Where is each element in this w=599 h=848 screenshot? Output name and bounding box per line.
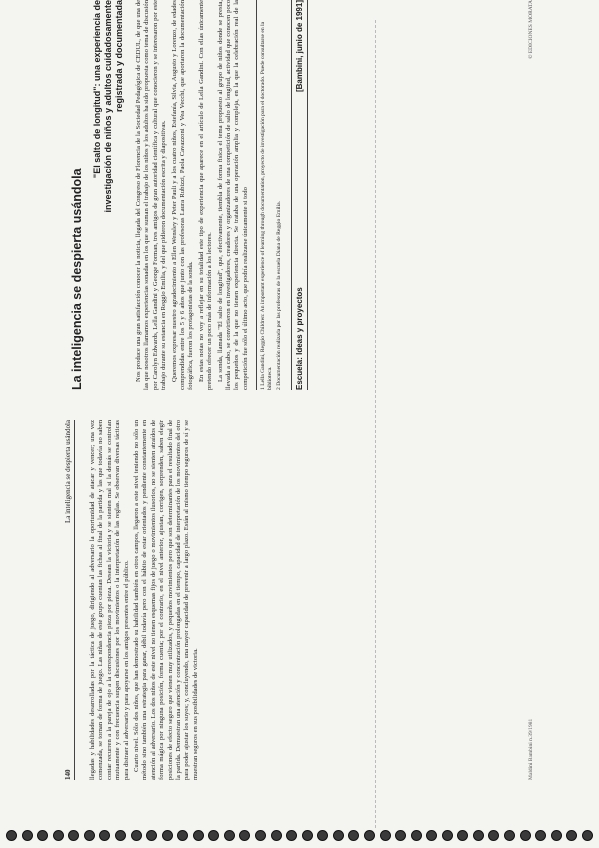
paragraph: llegadas y habilidades desarrolladas por la táctica de juego, dirigiendo al adversario la oportunidad de atacar y vencer; una vez comenzada, se tornan de forma de juego. Las niñas de este grupo cuentan las fichas al final de la partida y las que todavía no saben contar recurren a la pareja de ojo a la correspondencia pieza por pieza. Desean la victoria y se sienten mal si la demás se controlan mutuamente y con frecuencia surgen discusiones por los movimientos o la interpretación de las reglas. Se observan diversas tácticas para distraer al adversario y para apoyarse en los amigos presentes entre el público. (89, 420, 130, 780)
paragraph: En estas notas no voy a reflejar en su totalidad este tipo de experiencia que aparece en el artículo de Lella Gandini. Con ellas únicamente pretendo ofrecer un poco más de información a los lectores. (197, 0, 214, 390)
rotated-spread (64, 0, 534, 780)
article-subtitle (92, 0, 125, 390)
binder-hole (177, 830, 188, 841)
binder-hole (348, 830, 359, 841)
subtitle-line: registrada y documentada (114, 0, 124, 113)
page-footer (528, 420, 534, 780)
binder-hole (582, 830, 593, 841)
binder-hole (37, 830, 48, 841)
binder-hole (271, 830, 282, 841)
binder-hole (488, 830, 499, 841)
footnote: 1 Lella Gandini, Reggio Children: An important experience of learning through documentation, proyecto de investigación para el doctorado. Puede consultarse en la biblioteca. (260, 21, 273, 390)
binder-hole (68, 830, 79, 841)
binder-hole (504, 830, 515, 841)
binder-hole (239, 830, 250, 841)
source-citation: [Bambini, junio de 1991] (295, 0, 305, 93)
binder-hole (255, 830, 266, 841)
binder-hole (131, 830, 142, 841)
binder-hole (22, 830, 33, 841)
source-section: Escuela: Ideas y proyectos (295, 287, 305, 390)
paragraph: Queremos expresar nuestro agradecimiento a Ellen Wensley y Peter Pauli y a los cuatro niños, Estefanía, Silvia, Augusto y Lorenzo, de edades comprendidas entre los 5 y 6 años que junto con las profesoras Laura Rubizzi, Paola Cavazzoni y Vea Vecchi, que aportaron la documentación fotográfica, fueron los protagonistas de la sonda. (170, 0, 195, 390)
binder-hole (380, 830, 391, 841)
right-page (64, 0, 534, 390)
binder-hole (84, 830, 95, 841)
binder-hole (411, 830, 422, 841)
subtitle-line: "El salto de longitud": una experiencia de (92, 0, 102, 179)
paragraph: Nos produce una gran satisfacción conocer la noticia, llegada del Congreso de Florencia de la Sociedad Pedagógica de CEDUL, de que una de las que nosotros llamamos experiencias sonadas en los que se suman el trabajo de los niños y los adultos ha sido propuesta como tema de discusión por Carolyn Edwards, Lella Gandini y George Forman, tres amigos de gran autoridad científica y cultural que conocieron y se interesaron por este trabajo durante su estancia en Reggio Emilia, y del que pidieron documentación escrita y diapositivas. (135, 0, 168, 390)
binder-hole (535, 830, 546, 841)
right-text-column (135, 0, 250, 390)
binder-hole (302, 830, 313, 841)
binder-hole (442, 830, 453, 841)
binder-hole (286, 830, 297, 841)
footer-left: Maldini Bambini n.39/1981 (528, 718, 534, 780)
paragraph: La sonda, llamada "El salto de longitud", que, efectivamente, tiembla de forma fisica el tema propuesto al grupo de niños donde se presta, llevada a cabo, se convirtieron en investigadores, creadores y organizadores de una competición de salto de longitud, actividad que conocen poco los pequeños y de la que no tienen experiencia directa. Se trataba de una operación amplia y compleja, en la que la celebración real de la competición fue sólo el último acto, que podría realizarse únicamente si todo (216, 0, 249, 390)
binder-hole (473, 830, 484, 841)
running-head-title: La inteligencia se despierta usándola (64, 420, 72, 524)
binder-hole (208, 830, 219, 841)
footnotes (256, 0, 283, 390)
binder-hole (146, 830, 157, 841)
article-title: La inteligencia se despierta usándola (70, 168, 84, 390)
page-number: 140 (64, 769, 72, 780)
footer-right: © EDICIONES MORATA (528, 0, 534, 59)
binder-hole (566, 830, 577, 841)
binder-hole (53, 830, 64, 841)
page-footer (528, 0, 534, 390)
binder-hole (162, 830, 173, 841)
paragraph: Cuarto nivel. Sólo dos niños, que han demostrado su habilidad también en otros campos, llegaron a este nivel teniendo no sólo un método sino también una estrategia para ganar, débil todavía pero con el hábito de estar orientados y pendiente constantemente en atención al adversario. Los dos niños de este nivel no tienen esquemas fijos de juego o movimientos ilusorios, no se sienten atraídos de forma mágica por ninguna posición, forma cuenta; por el contrario, en el nivel anterior, ajustan, corrigen, sorprenden, saben elegir posiciones de efecto seguro que vienen muy utilizados, y pequeños movimientos pero que son determinantes para el resultado final de la partida. Demuestran una atención y concentración prolongadas en el tiempo, capacidad de interpretación de los movimientos del otro para poder ajustar los suyos; y, concluyendo, una mayor capacidad de prevenir a largo plazo. Están al mismo tiempo seguros de sí y se muestran seguros en sus posibilidades de victoria. (133, 420, 199, 780)
binder-hole (317, 830, 328, 841)
left-page (64, 420, 534, 780)
binder-hole (115, 830, 126, 841)
source-line (291, 0, 308, 390)
subtitle-line: investigación de niños y adultos cuidadosamente (103, 0, 113, 213)
binder-hole (426, 830, 437, 841)
left-text-column (89, 420, 200, 780)
binder-hole (520, 830, 531, 841)
binder-hole (193, 830, 204, 841)
binder-hole (457, 830, 468, 841)
running-header (64, 420, 75, 780)
binder-hole (333, 830, 344, 841)
binder-hole (395, 830, 406, 841)
binder-hole (551, 830, 562, 841)
binder-hole (364, 830, 375, 841)
binder-hole (99, 830, 110, 841)
binder-hole (224, 830, 235, 841)
footnote: 2 Documentación realizada por las profesoras de la escuela Diana de Reggio Emilia. (276, 200, 283, 390)
binder-hole (6, 830, 17, 841)
binder-holes (6, 828, 593, 842)
